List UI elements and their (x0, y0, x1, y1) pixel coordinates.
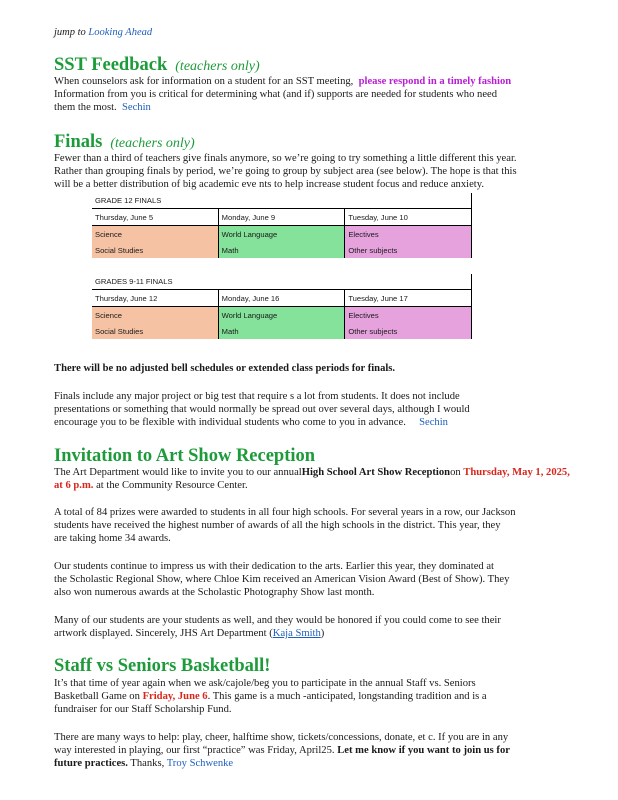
bball-p1-line3: fundraiser for our Staff Scholarship Fund. (54, 704, 232, 715)
sst-line3: them the most. (54, 102, 117, 113)
finals-intro-line3: will be a better distribution of big academic eve nts to help increase student focus and reduce anxiety. (54, 179, 484, 190)
grade12-other-subjects: Other subjects (345, 242, 472, 258)
kaja-smith-link[interactable]: Kaja Smith (272, 628, 321, 639)
grades911-electives: Electives (345, 307, 472, 324)
sst-line2: Information from you is critical for determining what (and if) supports are needed for students who need (54, 89, 498, 100)
art-p1 (54, 466, 570, 492)
art-p1-end: at the Community Resource Center. (93, 480, 248, 491)
finals-intro (54, 152, 570, 191)
bball-p1-line2b: . This game is a much -anticipated, longstanding tradition and is a (207, 691, 487, 702)
bball-p1-line2a: Basketball Game on (54, 691, 143, 702)
bball-p2-bold2: future practices. (54, 758, 128, 769)
sst-heading-text: SST Feedback (54, 55, 168, 75)
bball-p2-line2a: way interested in playing, our first “practice” was Friday, April25. (54, 745, 338, 756)
grades911-day-2: Monday, June 16 (218, 290, 345, 307)
grades911-other-subjects: Other subjects (345, 323, 472, 339)
grades911-math: Math (218, 323, 345, 339)
finals-details-line1: Finals include any major project or big test that require s a lot from students. It does not include (54, 391, 460, 402)
bball-p2-line1: There are many ways to help: play, cheer, halftime show, tickets/concessions, donate, et c. If you are in any (54, 732, 509, 743)
finals-heading (54, 132, 195, 154)
bball-p2-thanks: Thanks, (127, 758, 167, 769)
grades911-day-3: Tuesday, June 17 (345, 290, 472, 307)
art-p2-line1: A total of 84 prizes were awarded to students in all four high schools. For several years in a row, our Jackson (54, 507, 516, 518)
bball-p1-line1: It’s that time of year again when we ask/cajole/beg you to participate in the annual Staff vs. Seniors (54, 678, 476, 689)
finals-intro-line1: Fewer than a third of teachers give finals anymore, so we’re going to try something a little different this year. (54, 153, 517, 164)
grade12-day-2: Monday, June 9 (218, 209, 345, 226)
sst-heading-sub: (teachers only) (175, 59, 260, 74)
bball-p1-date: Friday, June 6 (142, 691, 208, 702)
grade12-title: GRADE 12 FINALS (92, 193, 345, 209)
grade12-finals-table (92, 193, 472, 258)
grade12-math: Math (218, 242, 345, 258)
bball-heading: Staff vs Seniors Basketball! (54, 656, 271, 676)
art-p3 (54, 560, 570, 599)
art-p1-on: on (450, 467, 461, 478)
sst-line1: When counselors ask for information on a student for an SST meeting, (54, 76, 354, 87)
art-p3-line1: Our students continue to impress us with their dedication to the arts. Earlier this year, they dominated at (54, 561, 494, 572)
finals-bold-note: There will be no adjusted bell schedules or extended class periods for finals. (54, 363, 396, 374)
finals-details-line3: encourage you to be flexible with individual students who come to you in advance. (54, 417, 406, 428)
art-p1-date: Thursday, May 1, 2025, at 6 p.m. (54, 467, 570, 491)
sst-highlight: please respond in a timely fashion (358, 76, 512, 87)
grades911-social-studies: Social Studies (92, 323, 218, 339)
finals-details-line2: presentations or something that would normally be spread out over several days, although I would (54, 404, 470, 415)
jump-line (54, 26, 152, 39)
art-p3-line2: the Scholastic Regional Show, where Chloe Kim received an American Vision Award (Best of Show). They (54, 574, 510, 585)
grade12-world-language: World Language (218, 226, 345, 243)
grade12-science: Science (92, 226, 218, 243)
grade12-day-3: Tuesday, June 10 (345, 209, 472, 226)
art-p2 (54, 506, 570, 545)
grade12-day-1: Thursday, June 5 (92, 209, 218, 226)
grades911-world-language: World Language (218, 307, 345, 324)
art-p4-line2: artwork displayed. Sincerely, JHS Art Department ( (54, 628, 273, 639)
art-p1-event: High School Art Show Reception (301, 467, 451, 478)
art-p4 (54, 614, 570, 640)
grade12-electives: Electives (345, 226, 472, 243)
art-p2-line3: are taking home 34 awards. (54, 533, 171, 544)
art-p3-line3: also won numerous awards at the Scholastic Photography Show last month. (54, 587, 375, 598)
grade12-social-studies: Social Studies (92, 242, 218, 258)
finals-heading-sub: (teachers only) (110, 136, 195, 151)
art-p4-close: ) (320, 628, 325, 639)
troy-schwenke-link[interactable]: Troy Schwenke (166, 758, 234, 769)
jump-prefix: jump to (54, 27, 86, 38)
sst-heading (54, 55, 260, 77)
grades911-finals-table (92, 274, 472, 339)
art-p2-line2: students have received the highest number of awards of all the high schools in the district. This year, they (54, 520, 501, 531)
bball-p1 (54, 677, 570, 716)
sst-body (54, 75, 570, 114)
sst-signature-link[interactable]: Sechin (121, 102, 151, 113)
grades911-day-1: Thursday, June 12 (92, 290, 218, 307)
looking-ahead-link[interactable]: Looking Ahead (88, 27, 153, 38)
finals-details (54, 390, 570, 429)
art-p1-text: The Art Department would like to invite you to our annual (54, 467, 302, 478)
grades911-title: GRADES 9-11 FINALS (92, 274, 345, 290)
art-p4-line1: Many of our students are your students as well, and they would be honored if you could come to see their (54, 615, 501, 626)
bball-p2 (54, 731, 570, 770)
grades911-science: Science (92, 307, 218, 324)
finals-signature-link[interactable]: Sechin (419, 417, 448, 428)
art-heading: Invitation to Art Show Reception (54, 446, 316, 466)
bball-p2-bold1: Let me know if you want to join us for (337, 745, 510, 756)
finals-intro-line2: Rather than grouping finals by period, we’re going to group by subject area (see below). The hope is that this (54, 166, 517, 177)
finals-heading-text: Finals (54, 132, 103, 152)
